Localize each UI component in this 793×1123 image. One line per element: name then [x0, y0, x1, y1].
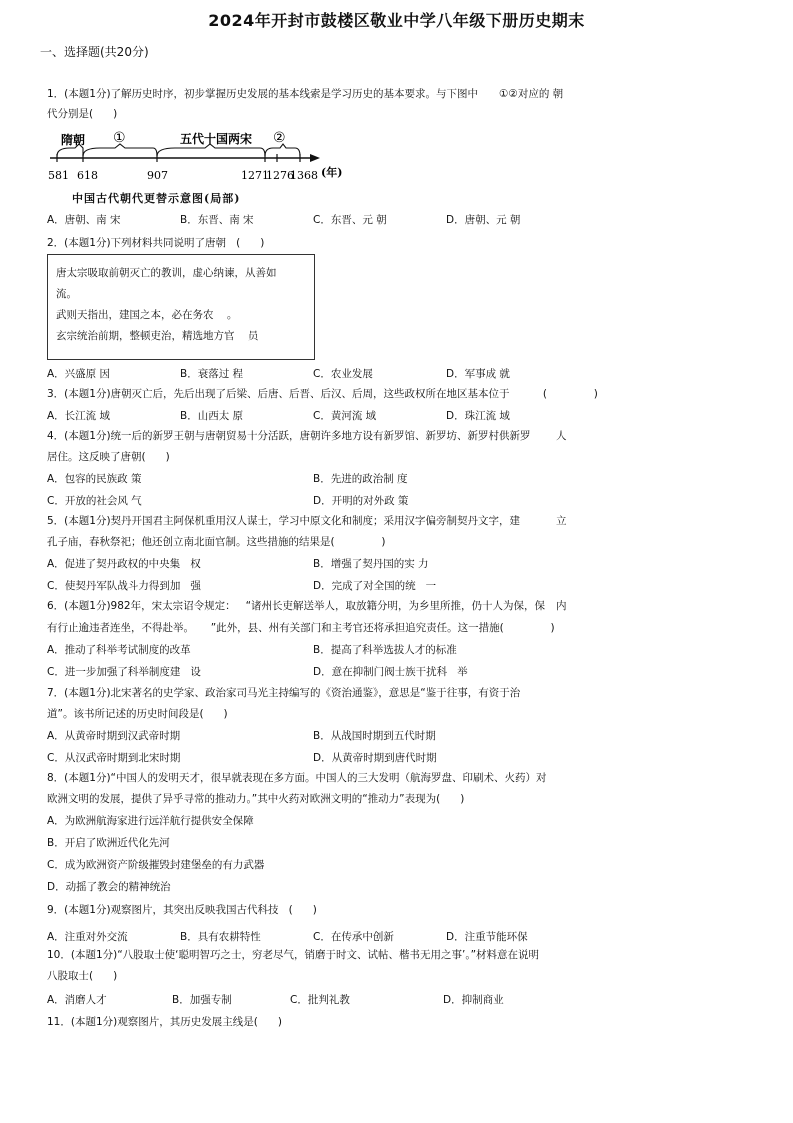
q3-option-b[interactable]: B．山西太 原	[180, 410, 244, 422]
q2-option-b[interactable]: B．衰落过 程	[180, 368, 244, 380]
q9-option-c[interactable]: C．在传承中创新	[313, 931, 394, 943]
q2-option-d[interactable]: D．军事成 就	[446, 368, 510, 380]
page-title: 2024年开封市鼓楼区敬业中学八年级下册历史期末	[208, 11, 585, 30]
question-3-text: 3．(本题1分)唐朝灭亡后，先后出现了后梁、后唐、后晋、后汉、后周，这些政权所在地区基本位于 ( )	[47, 388, 598, 400]
q7-option-a[interactable]: A．从黄帝时期到汉武帝时期	[47, 730, 181, 742]
q5-option-b[interactable]: B．增强了契丹国的实 力	[313, 558, 429, 570]
timeline-label-sui: 隋朝	[61, 133, 86, 147]
q5-option-d[interactable]: D．完成了对全国的统 一	[313, 580, 437, 592]
question-9-text: 9．(本题1分)观察图片，其突出反映我国古代科技 ( )	[47, 904, 317, 916]
q8-option-d[interactable]: D．动摇了教会的精神统治	[47, 881, 171, 893]
question-1-text: 1．(本题1分)了解历史时序，初步掌握历史发展的基本线索是学习历史的基本要求。与下图中	[47, 88, 479, 100]
material-line: 唐太宗吸取前朝灭亡的教训，虚心纳谏，从善如	[56, 267, 277, 279]
q1-option-a[interactable]: A．唐朝、南 宋	[47, 214, 121, 226]
question-7-text: 7．(本题1分)北宋著名的史学家、政治家司马光主持编写的《资治通鉴》，意思是“鉴于往事，有资于治	[47, 687, 521, 699]
question-10-text-cont: 八股取士( )	[47, 970, 118, 982]
q7-option-d[interactable]: D．从黄帝时期到唐代时期	[313, 752, 437, 764]
question-5-text: 5．(本题1分)契丹开国君主阿保机重用汉人谋士，学习中原文化和制度；采用汉字偏旁制契丹文字，建	[47, 515, 521, 527]
question-1-mark: ①②对应的 朝	[499, 88, 564, 100]
question-11-text: 11．(本题1分)观察图片，其历史发展主线是( )	[47, 1016, 282, 1028]
q3-option-a[interactable]: A．长江流 域	[47, 410, 111, 422]
q1-option-c[interactable]: C．东晋、元 朝	[313, 214, 387, 226]
q9-option-a[interactable]: A．注重对外交流	[47, 931, 128, 943]
timeline-marker-2: ②	[273, 130, 286, 146]
q1-option-b[interactable]: B．东晋、南 宋	[180, 214, 254, 226]
q4-option-d[interactable]: D．开明的对外政 策	[313, 495, 409, 507]
q3-option-d[interactable]: D．珠江流 域	[446, 410, 510, 422]
material-line: 武则天指出，建国之本，必在务农 。	[56, 309, 238, 321]
q10-option-a[interactable]: A．消磨人才	[47, 994, 107, 1006]
timeline-marker-1: ①	[113, 130, 126, 146]
section-heading: 一、选择题(共20分)	[40, 45, 149, 59]
q5-option-a[interactable]: A．促进了契丹政权的中央集 权	[47, 558, 201, 570]
q3-option-c[interactable]: C．黄河流 域	[313, 410, 377, 422]
q9-option-d[interactable]: D．注重节能环保	[446, 931, 528, 943]
timeline-year: 581	[48, 169, 69, 182]
question-7-text-cont: 道”。该书所记述的历史时间段是( )	[47, 708, 228, 720]
q10-option-d[interactable]: D．抑制商业	[443, 994, 504, 1006]
question-6-text-cont: 有行止逾违者连坐，不得赴举。 ”此外，县、州有关部门和主考官还将承担追究责任。这一措施( )	[47, 622, 555, 634]
q7-option-c[interactable]: C．从汉武帝时期到北宋时期	[47, 752, 181, 764]
question-5-tail: 立	[556, 515, 567, 527]
timeline-caption: 中国古代朝代更替示意图(局部)	[72, 192, 241, 205]
q6-option-c[interactable]: C．进一步加强了科举制度建 设	[47, 666, 201, 678]
q4-option-b[interactable]: B．先进的政治制 度	[313, 473, 408, 485]
q6-option-b[interactable]: B．提高了科举选拔人才的标准	[313, 644, 457, 656]
q8-option-b[interactable]: B．开启了欧洲近代化先河	[47, 837, 170, 849]
q9-option-b[interactable]: B．具有农耕特性	[180, 931, 261, 943]
question-8-text: 8．(本题1分)“中国人的发明天才，很早就表现在多方面。中国人的三大发明（航海罗盘、印刷术、火药）对	[47, 772, 547, 784]
q8-option-c[interactable]: C．成为欧洲资产阶级摧毁封建堡垒的有力武器	[47, 859, 265, 871]
material-line: 流。	[56, 288, 77, 300]
question-2-text: 2．(本题1分)下列材料共同说明了唐朝 ( )	[47, 237, 265, 249]
timeline-year: 618	[77, 169, 98, 182]
question-4-text: 4．(本题1分)统一后的新罗王朝与唐朝贸易十分活跃，唐朝许多地方设有新罗馆、新罗坊、新罗村供新罗	[47, 430, 531, 442]
material-line: 玄宗统治前期，整顿吏治，精选地方官 员	[56, 330, 259, 342]
q6-option-d[interactable]: D．意在抑制门阀士族干扰科 举	[313, 666, 468, 678]
q2-option-a[interactable]: A．兴盛原 因	[47, 368, 111, 380]
q4-option-a[interactable]: A．包容的民族政 策	[47, 473, 142, 485]
timeline-unit: (年)	[321, 166, 343, 179]
q8-option-a[interactable]: A．为欧洲航海家进行远洋航行提供安全保障	[47, 815, 254, 827]
question-10-text: 10．(本题1分)“八股取士使‘聪明智巧之士，穷老尽气，销磨于时文、试帖、楷书无用之事’。”材料意在说明	[47, 949, 540, 961]
timeline-year: 1368	[290, 169, 318, 182]
q2-option-c[interactable]: C．农业发展	[313, 368, 373, 380]
q5-option-c[interactable]: C．使契丹军队战斗力得到加 强	[47, 580, 201, 592]
q7-option-b[interactable]: B．从战国时期到五代时期	[313, 730, 436, 742]
question-4-tail: 人	[556, 430, 567, 442]
question-8-text-cont: 欧洲文明的发展，提供了异乎寻常的推动力。”其中火药对欧洲文明的“推动力”表现为( )	[47, 793, 465, 805]
q10-option-b[interactable]: B．加强专制	[172, 994, 232, 1006]
timeline-label-song: 五代十国两宋	[180, 132, 253, 146]
timeline-figure	[45, 126, 345, 186]
q2-material-box	[47, 254, 315, 360]
timeline-year: 1276	[266, 169, 294, 182]
q1-option-d[interactable]: D．唐朝、元 朝	[446, 214, 521, 226]
question-6-text: 6．(本题1分)982年，宋太宗诏令规定： “诸州长吏解送举人，取放籍分明，为乡里所推，仍十人为保，保	[47, 600, 546, 612]
question-6-tail: 内	[556, 600, 567, 612]
q4-option-c[interactable]: C．开放的社会风 气	[47, 495, 142, 507]
question-5-text-cont: 孔子庙，春秋祭祀；他还创立南北面官制。这些措施的结果是( )	[47, 536, 386, 548]
question-1-text-cont: 代分别是( )	[47, 108, 118, 120]
question-4-text-cont: 居住。这反映了唐朝( )	[47, 451, 170, 463]
timeline-year: 1271	[241, 169, 269, 182]
timeline-year: 907	[147, 169, 168, 182]
q6-option-a[interactable]: A．推动了科举考试制度的改革	[47, 644, 191, 656]
q10-option-c[interactable]: C．批判礼教	[290, 994, 350, 1006]
